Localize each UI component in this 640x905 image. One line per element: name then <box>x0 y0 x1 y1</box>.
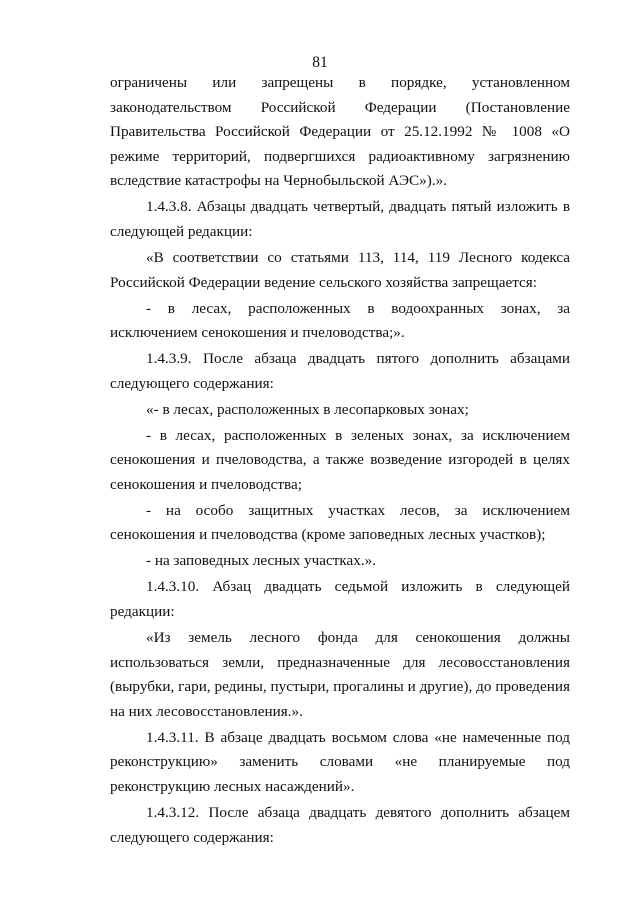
paragraph-1-4-3-9: 1.4.3.9. После абзаца двадцать пятого дополнить абзацами следующего содержания: <box>110 350 570 392</box>
paragraph-quote-haymaking-lands: «Из земель лесного фонда для сенокошения должны использоваться земли, предназначенные для лесовосстановления (вырубки, гари, редины, пустыри, прогалины и другие), до проведения на них лесовосстановления.». <box>110 628 570 720</box>
paragraph-list-item-protective-areas: - на особо защитных участках лесов, за исключением сенокошения и пчеловодства (кроме заповедных лесных участков); <box>110 501 570 544</box>
paragraph-quote-forest-code: «В соответствии со статьями 113, 114, 119 Лесного кодекса Российской Федерации ведение сельского хозяйства запрещается: <box>110 248 570 291</box>
paragraph-continuation: ограничены или запрещены в порядке, установленном законодательством Российской Федерации (Постановление Правительства Российской Федерации от 25.12.1992 № 1008 «О режиме территорий, подвергшихся радиоактивному загрязнению вследствие катастрофы на Чернобыльской АЭС»).». <box>110 74 570 190</box>
paragraph-1-4-3-8: 1.4.3.8. Абзацы двадцать четвертый, двадцать пятый изложить в следующей редакции: <box>110 198 570 240</box>
paragraph-list-item-green-zones: - в лесах, расположенных в зеленых зонах, за исключением сенокошения и пчеловодства, а также возведение изгородей в целях сенокошения и пчеловодства; <box>110 426 570 493</box>
paragraph-list-item-forest-park: «- в лесах, расположенных в лесопарковых зонах; <box>146 400 469 418</box>
page-number: 81 <box>312 54 328 71</box>
document-body <box>110 71 570 851</box>
paragraph-1-4-3-12: 1.4.3.12. После абзаца двадцать девятого дополнить абзацем следующего содержания: <box>110 803 570 846</box>
paragraph-1-4-3-11: 1.4.3.11. В абзаце двадцать восьмом слова «не намеченные под реконструкцию» заменить словами «не планируемые под реконструкцию лесных насаждений». <box>110 728 570 795</box>
paragraph-list-item-water-protection: - в лесах, расположенных в водоохранных зонах, за исключением сенокошения и пчеловодства;». <box>110 299 570 342</box>
paragraph-list-item-reserved-areas: - на заповедных лесных участках.». <box>146 552 377 570</box>
paragraph-1-4-3-10: 1.4.3.10. Абзац двадцать седьмой изложить в следующей редакции: <box>110 578 570 620</box>
